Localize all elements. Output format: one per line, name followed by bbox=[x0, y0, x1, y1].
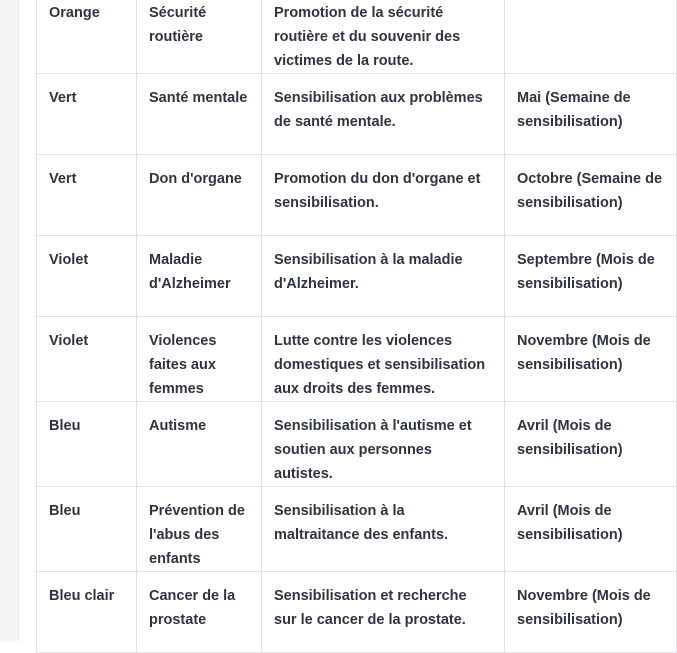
period-cell: Septembre (Mois de sensibilisation) bbox=[505, 236, 677, 317]
description-cell: Sensibilisation à la maladie d'Alzheimer. bbox=[262, 236, 505, 317]
cause-cell: Santé mentale bbox=[137, 74, 262, 155]
cause-cell: Maladie d'Alzheimer bbox=[137, 236, 262, 317]
table-row bbox=[37, 74, 677, 155]
cause-cell: Sécurité routière bbox=[137, 0, 262, 74]
color-cell: Orange bbox=[37, 0, 137, 74]
color-cell: Vert bbox=[37, 74, 137, 155]
description-cell: Sensibilisation à la maltraitance des enfants. bbox=[262, 487, 505, 572]
cause-cell: Don d'organe bbox=[137, 155, 262, 236]
table-row bbox=[37, 0, 677, 74]
awareness-colors-table-container bbox=[36, 0, 676, 653]
description-cell: Sensibilisation aux problèmes de santé mentale. bbox=[262, 74, 505, 155]
color-cell: Bleu clair bbox=[37, 572, 137, 653]
color-cell: Bleu bbox=[37, 487, 137, 572]
awareness-colors-table bbox=[36, 0, 677, 653]
table-row bbox=[37, 402, 677, 487]
description-cell: Sensibilisation à l'autisme et soutien aux personnes autistes. bbox=[262, 402, 505, 487]
color-cell: Violet bbox=[37, 236, 137, 317]
color-cell: Vert bbox=[37, 155, 137, 236]
description-cell: Promotion de la sécurité routière et du souvenir des victimes de la route. bbox=[262, 0, 505, 74]
period-cell bbox=[505, 0, 677, 74]
table-row bbox=[37, 236, 677, 317]
cause-cell: Cancer de la prostate bbox=[137, 572, 262, 653]
table-row bbox=[37, 572, 677, 653]
period-cell: Avril (Mois de sensibilisation) bbox=[505, 487, 677, 572]
period-cell: Mai (Semaine de sensibilisation) bbox=[505, 74, 677, 155]
period-cell: Novembre (Mois de sensibilisation) bbox=[505, 317, 677, 402]
table-row bbox=[37, 487, 677, 572]
cause-cell: Autisme bbox=[137, 402, 262, 487]
table-row bbox=[37, 155, 677, 236]
cause-cell: Prévention de l'abus des enfants bbox=[137, 487, 262, 572]
description-cell: Lutte contre les violences domestiques et sensibilisation aux droits des femmes. bbox=[262, 317, 505, 402]
description-cell: Sensibilisation et recherche sur le cancer de la prostate. bbox=[262, 572, 505, 653]
period-cell: Avril (Mois de sensibilisation) bbox=[505, 402, 677, 487]
left-sidebar-edge bbox=[0, 0, 19, 641]
description-cell: Promotion du don d'organe et sensibilisation. bbox=[262, 155, 505, 236]
period-cell: Octobre (Semaine de sensibilisation) bbox=[505, 155, 677, 236]
cause-cell: Violences faites aux femmes bbox=[137, 317, 262, 402]
color-cell: Violet bbox=[37, 317, 137, 402]
period-cell: Novembre (Mois de sensibilisation) bbox=[505, 572, 677, 653]
color-cell: Bleu bbox=[37, 402, 137, 487]
table-row bbox=[37, 317, 677, 402]
